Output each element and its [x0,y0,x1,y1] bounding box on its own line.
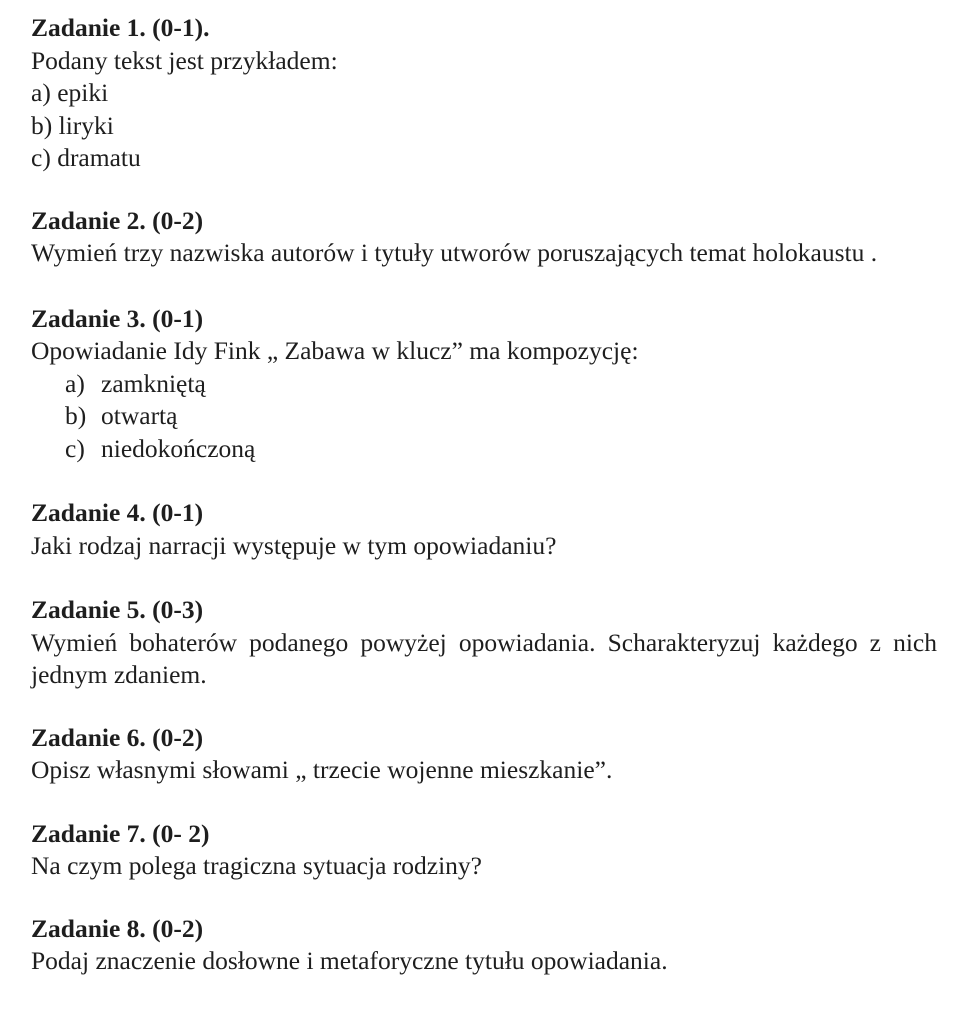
option-letter: b) [31,110,53,140]
task-heading: Zadanie 3. (0-1) [31,303,204,333]
answer-option [31,77,937,110]
answer-option [31,400,937,433]
option-letter: c) [65,433,85,463]
task-1 [31,12,937,175]
option-text: niedokończoną [101,433,256,463]
task-prompt: Wymień trzy nazwiska autorów i tytuły utworów poruszających temat holokaustu . [31,238,878,267]
task-2 [31,205,937,270]
task-heading: Zadanie 2. (0-2) [31,205,204,235]
task-heading: Zadanie 5. (0-3) [31,595,204,624]
answer-option [31,110,937,143]
task-prompt: Wymień bohaterów podanego powyżej opowiadania. Scharakteryzuj każdego z nich jednym zdaniem. [31,627,937,689]
task-heading: Zadanie 6. (0-2) [31,722,204,752]
task-8 [31,913,937,978]
task-prompt: Jaki rodzaj narracji występuje w tym opowiadaniu? [31,530,557,560]
task-4 [31,497,937,562]
task-3 [31,303,937,466]
option-text: dramatu [57,143,141,172]
task-7 [31,818,937,883]
task-prompt: Na czym polega tragiczna sytuacja rodziny? [31,851,482,880]
task-prompt: Opowiadanie Idy Fink „ Zabawa w klucz” ma kompozycję: [31,336,639,365]
option-letter: a) [31,78,51,107]
task-prompt: Podaj znaczenie dosłowne i metaforyczne tytułu opowiadania. [31,946,668,975]
task-prompt: Podany tekst jest przykładem: [31,45,338,75]
option-text: liryki [58,110,114,140]
answer-option [31,368,937,401]
task-prompt: Opisz własnymi słowami „ trzecie wojenne mieszkanie”. [31,755,613,784]
task-5 [31,594,937,692]
option-letter: c) [31,143,51,172]
task-heading: Zadanie 4. (0-1) [31,498,204,527]
answer-option [31,433,937,466]
worksheet [31,12,937,978]
option-text: epiki [57,78,109,107]
task-heading: Zadanie 7. (0- 2) [31,818,210,848]
option-letter: b) [65,401,87,430]
task-6 [31,722,937,787]
answer-option [31,142,937,175]
option-letter: a) [65,368,85,398]
task-heading: Zadanie 8. (0-2) [31,913,204,943]
option-text: otwartą [101,401,178,430]
option-text: zamkniętą [101,368,206,398]
task-heading: Zadanie 1. (0-1). [31,13,210,42]
